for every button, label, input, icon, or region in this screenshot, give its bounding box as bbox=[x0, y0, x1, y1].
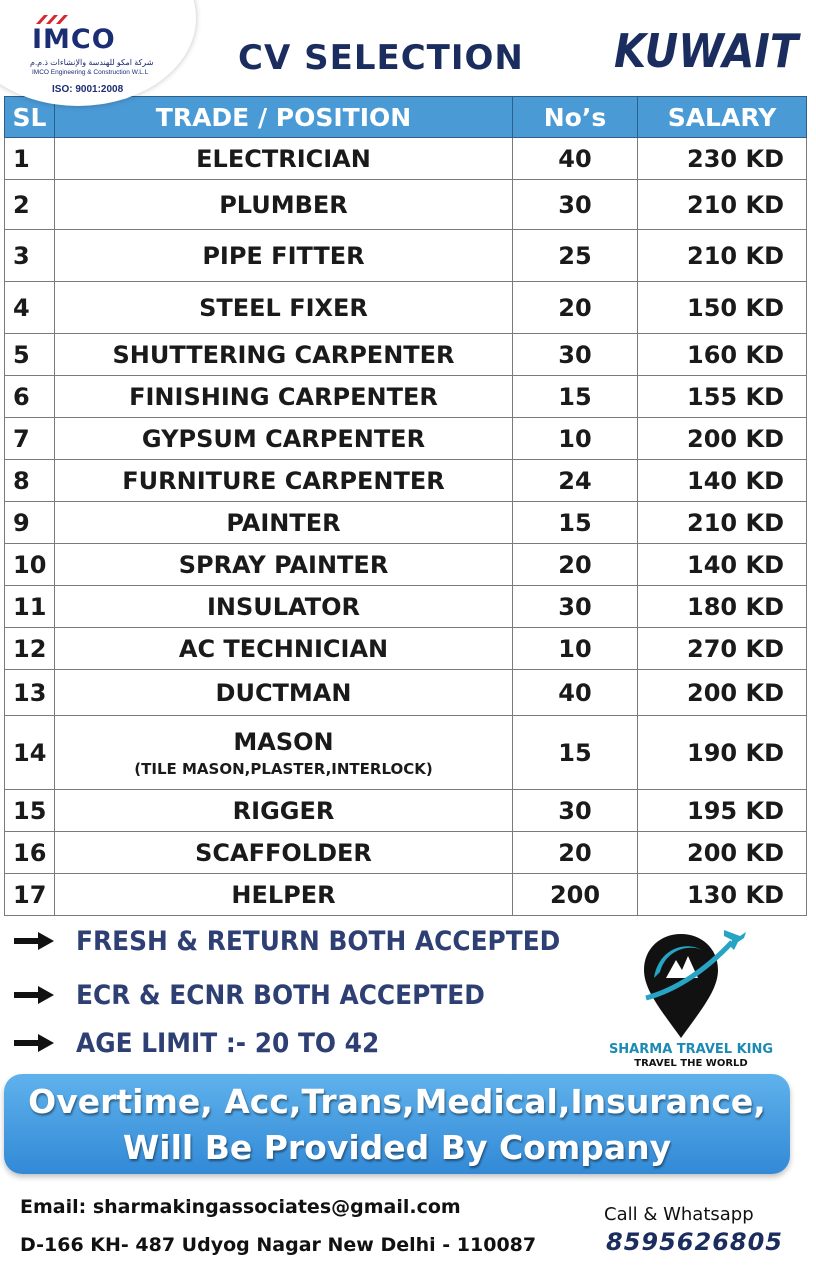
column-header-salary: SALARY bbox=[638, 97, 807, 138]
row-position bbox=[55, 230, 513, 282]
table-row bbox=[5, 628, 807, 670]
column-header-position: TRADE / POSITION bbox=[55, 97, 513, 138]
row-salary: 270 KD bbox=[638, 628, 807, 670]
row-sl: 3 bbox=[5, 230, 55, 282]
table-row bbox=[5, 334, 807, 376]
row-count: 30 bbox=[513, 790, 638, 832]
table-row bbox=[5, 138, 807, 180]
row-salary: 200 KD bbox=[638, 418, 807, 460]
row-count: 200 bbox=[513, 874, 638, 916]
note-text: ECR & ECNR BOTH ACCEPTED bbox=[76, 980, 485, 1011]
row-count: 20 bbox=[513, 544, 638, 586]
position-name: ELECTRICIAN bbox=[196, 144, 371, 173]
row-sl: 8 bbox=[5, 460, 55, 502]
page-title: CV SELECTION bbox=[238, 38, 524, 78]
position-name: PIPE FITTER bbox=[202, 241, 365, 270]
row-position bbox=[55, 180, 513, 230]
location-pin-plane-icon bbox=[636, 920, 746, 1040]
row-count: 20 bbox=[513, 282, 638, 334]
arrow-right-icon bbox=[14, 930, 54, 952]
row-sl: 13 bbox=[5, 670, 55, 716]
row-count: 24 bbox=[513, 460, 638, 502]
table-row bbox=[5, 460, 807, 502]
phone-number: 8595626805 bbox=[606, 1228, 783, 1256]
row-salary: 210 KD bbox=[638, 230, 807, 282]
brand-name: SHARMA TRAVEL KING bbox=[608, 1042, 774, 1057]
row-sl: 10 bbox=[5, 544, 55, 586]
row-position bbox=[55, 418, 513, 460]
row-sl: 15 bbox=[5, 790, 55, 832]
row-salary: 155 KD bbox=[638, 376, 807, 418]
position-name: STEEL FIXER bbox=[199, 293, 368, 322]
arrow-right-icon bbox=[14, 1032, 54, 1054]
row-count: 10 bbox=[513, 628, 638, 670]
position-name: INSULATOR bbox=[206, 592, 361, 621]
position-name: RIGGER bbox=[232, 796, 335, 825]
row-sl: 1 bbox=[5, 138, 55, 180]
logo-english-name: IMCO Engineering & Construction W.L.L bbox=[32, 69, 149, 76]
row-count: 20 bbox=[513, 832, 638, 874]
row-salary: 140 KD bbox=[638, 460, 807, 502]
position-name: FINISHING CARPENTER bbox=[129, 382, 438, 411]
column-header-nos: No’s bbox=[513, 97, 638, 138]
row-salary: 200 KD bbox=[638, 670, 807, 716]
position-name: FURNITURE CARPENTER bbox=[122, 466, 445, 495]
position-name: MASON bbox=[233, 727, 334, 756]
row-position bbox=[55, 716, 513, 790]
row-position bbox=[55, 502, 513, 544]
note-text: FRESH & RETURN BOTH ACCEPTED bbox=[76, 926, 561, 957]
row-count: 10 bbox=[513, 418, 638, 460]
position-name: DUCTMAN bbox=[215, 678, 352, 707]
contact-email: Email: sharmakingassociates@gmail.com bbox=[20, 1196, 461, 1218]
row-position bbox=[55, 832, 513, 874]
row-count: 30 bbox=[513, 334, 638, 376]
row-sl: 9 bbox=[5, 502, 55, 544]
note-text: AGE LIMIT :- 20 TO 42 bbox=[76, 1028, 380, 1059]
row-count: 25 bbox=[513, 230, 638, 282]
table-row bbox=[5, 874, 807, 916]
row-count: 30 bbox=[513, 586, 638, 628]
row-position bbox=[55, 282, 513, 334]
table-row bbox=[5, 282, 807, 334]
logo-name: IMCO bbox=[32, 24, 116, 55]
row-sl: 17 bbox=[5, 874, 55, 916]
row-position bbox=[55, 460, 513, 502]
row-salary: 230 KD bbox=[638, 138, 807, 180]
row-sl: 6 bbox=[5, 376, 55, 418]
position-name: SPRAY PAINTER bbox=[178, 550, 389, 579]
benefits-line-1: Overtime, Acc,Trans,Medical,Insurance, bbox=[28, 1082, 766, 1121]
row-salary: 160 KD bbox=[638, 334, 807, 376]
table-row bbox=[5, 502, 807, 544]
row-salary: 210 KD bbox=[638, 180, 807, 230]
position-details: (TILE MASON,PLASTER,INTERLOCK) bbox=[134, 759, 433, 778]
row-salary: 200 KD bbox=[638, 832, 807, 874]
position-name: AC TECHNICIAN bbox=[178, 634, 389, 663]
table-row bbox=[5, 544, 807, 586]
row-count: 40 bbox=[513, 138, 638, 180]
contact-address: D-166 KH- 487 Udyog Nagar New Delhi - 110087 bbox=[20, 1234, 537, 1256]
row-position bbox=[55, 376, 513, 418]
position-name: SCAFFOLDER bbox=[195, 838, 372, 867]
brand-tagline: TRAVEL THE WORLD bbox=[634, 1058, 748, 1069]
position-name: PAINTER bbox=[226, 508, 341, 537]
position-name: GYPSUM CARPENTER bbox=[141, 424, 426, 453]
country-title: KUWAIT bbox=[614, 24, 799, 78]
row-sl: 2 bbox=[5, 180, 55, 230]
position-name: SHUTTERING CARPENTER bbox=[112, 340, 455, 369]
row-position bbox=[55, 138, 513, 180]
benefits-line-2: Will Be Provided By Company bbox=[122, 1128, 672, 1167]
table-header-row bbox=[5, 97, 807, 138]
row-sl: 4 bbox=[5, 282, 55, 334]
table-row bbox=[5, 790, 807, 832]
row-salary: 210 KD bbox=[638, 502, 807, 544]
row-count: 15 bbox=[513, 502, 638, 544]
benefits-banner bbox=[4, 1074, 790, 1174]
row-salary: 190 KD bbox=[638, 716, 807, 790]
row-position bbox=[55, 790, 513, 832]
row-position bbox=[55, 334, 513, 376]
row-salary: 180 KD bbox=[638, 586, 807, 628]
arrow-right-icon bbox=[14, 984, 54, 1006]
logo-arabic-name: شركة امكو للهندسة والإنشاءات ذ.م.م bbox=[30, 58, 154, 67]
table-row bbox=[5, 180, 807, 230]
table-row bbox=[5, 586, 807, 628]
column-header-sl: SL bbox=[5, 97, 55, 138]
row-sl: 12 bbox=[5, 628, 55, 670]
row-count: 40 bbox=[513, 670, 638, 716]
travel-agency-logo bbox=[596, 920, 786, 1070]
row-sl: 5 bbox=[5, 334, 55, 376]
row-sl: 11 bbox=[5, 586, 55, 628]
table-row bbox=[5, 418, 807, 460]
row-salary: 140 KD bbox=[638, 544, 807, 586]
table-row bbox=[5, 230, 807, 282]
row-count: 15 bbox=[513, 376, 638, 418]
row-salary: 195 KD bbox=[638, 790, 807, 832]
row-position bbox=[55, 544, 513, 586]
row-salary: 150 KD bbox=[638, 282, 807, 334]
position-name: PLUMBER bbox=[219, 190, 348, 219]
table-row bbox=[5, 832, 807, 874]
iso-certification: ISO: 9001:2008 bbox=[52, 84, 124, 95]
table-row bbox=[5, 670, 807, 716]
table-row bbox=[5, 376, 807, 418]
position-name: HELPER bbox=[231, 880, 336, 909]
row-count: 30 bbox=[513, 180, 638, 230]
call-whatsapp-label: Call & Whatsapp bbox=[604, 1204, 754, 1225]
row-position bbox=[55, 586, 513, 628]
row-sl: 16 bbox=[5, 832, 55, 874]
row-sl: 14 bbox=[5, 716, 55, 790]
table-row bbox=[5, 716, 807, 790]
row-position bbox=[55, 628, 513, 670]
row-position bbox=[55, 874, 513, 916]
row-count: 15 bbox=[513, 716, 638, 790]
jobs-table bbox=[4, 96, 807, 916]
row-salary: 130 KD bbox=[638, 874, 807, 916]
row-position bbox=[55, 670, 513, 716]
company-logo bbox=[10, 4, 170, 100]
row-sl: 7 bbox=[5, 418, 55, 460]
